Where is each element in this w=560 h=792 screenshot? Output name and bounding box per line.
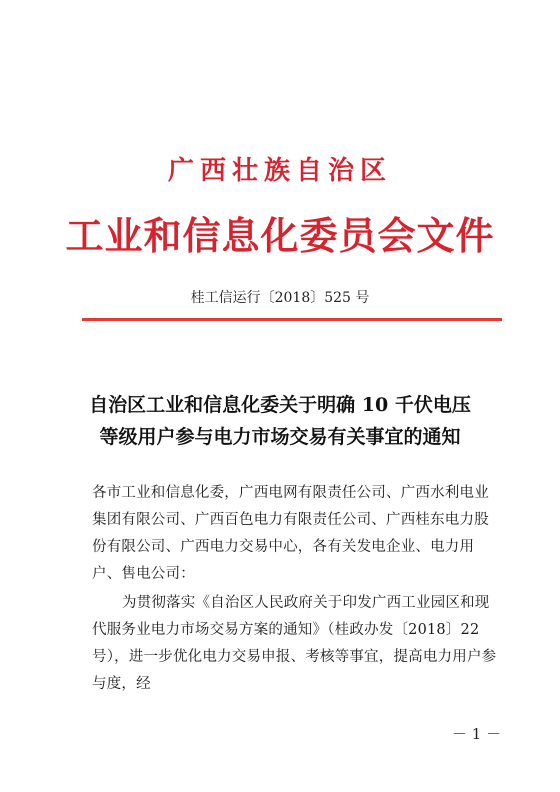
red-divider <box>82 318 502 321</box>
issuing-authority: 广西壮族自治区 <box>167 156 392 186</box>
addressee-paragraph: 各市工业和信息化委，广西电网有限责任公司、广西水利电业集团有限公司、广西百色电力有限责任公司、广西桂东电力股份有限公司、广西电力交易中心，各有关发电企业、电力用户、售电公司： <box>92 485 489 582</box>
notice-title-line2: 等级用户参与电力市场交易有关事宜的通知 <box>99 426 461 448</box>
body-paragraph: 为贯彻落实《自治区人民政府关于印发广西工业园区和现代服务业电力市场交易方案的通知》（桂政办发〔2018〕22 号），进一步优化电力交易申报、考核等事宜，提高电力用户参与度，经 <box>92 595 497 692</box>
page-number: － 1 － <box>452 725 502 743</box>
notice-title-line1: 自治区工业和信息化委关于明确 10 千伏电压 <box>89 394 471 416</box>
document-body <box>92 480 502 700</box>
document-number: 桂工信运行〔2018〕525 号 <box>190 290 370 306</box>
notice-title <box>0 389 560 453</box>
document-header-title: 工业和信息化委员会文件 <box>65 213 495 258</box>
